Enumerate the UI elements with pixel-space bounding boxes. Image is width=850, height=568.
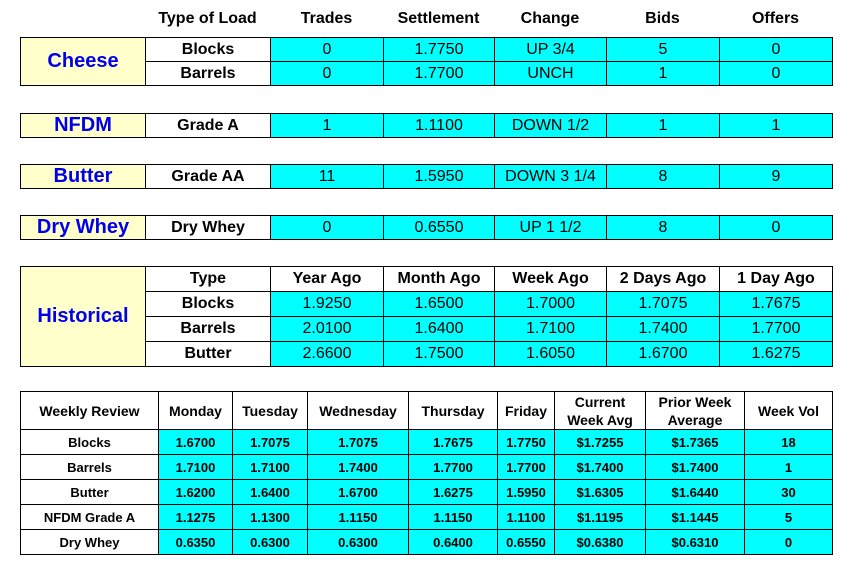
weekly-cell: 1.5950 — [498, 480, 555, 505]
weekly-cell: 1 — [745, 455, 833, 480]
historical-header: Week Ago — [495, 267, 607, 292]
weekly-header: Thursday — [409, 392, 498, 430]
weekly-row-label: Blocks — [21, 430, 159, 455]
weekly-cell: 0.6350 — [159, 530, 233, 555]
weekly-cell: 1.6400 — [233, 480, 308, 505]
dry-whey-settlement: 0.6550 — [384, 216, 495, 240]
weekly-cell: $0.6310 — [646, 530, 745, 555]
weekly-row-label: NFDM Grade A — [21, 505, 159, 530]
dry-whey-change: UP 1 1/2 — [495, 216, 607, 240]
historical-row-label: Blocks — [146, 292, 271, 317]
weekly-header: Tuesday — [233, 392, 308, 430]
historical-cell: 1.7700 — [720, 317, 833, 342]
cheese-settlement: 1.7750 — [384, 38, 495, 62]
header-type-of-load: Type of Load — [158, 10, 257, 27]
weekly-cell: 1.6700 — [159, 430, 233, 455]
historical-cell: 1.7000 — [495, 292, 607, 317]
historical-cell: 1.6700 — [607, 342, 720, 367]
dry-whey-trades: 0 — [271, 216, 384, 240]
cheese-offers: 0 — [720, 62, 833, 86]
weekly-cell: $0.6380 — [555, 530, 646, 555]
weekly-cell: 1.6700 — [308, 480, 409, 505]
historical-cell: 1.6050 — [495, 342, 607, 367]
weekly-cell: 1.1275 — [159, 505, 233, 530]
weekly-cell: $1.6305 — [555, 480, 646, 505]
weekly-header: Current Week Avg — [555, 392, 646, 430]
nfdm-bids: 1 — [607, 114, 720, 138]
weekly-cell: $1.1195 — [555, 505, 646, 530]
historical-cell: 1.6400 — [384, 317, 495, 342]
weekly-row-label: Barrels — [21, 455, 159, 480]
historical-cell: 1.6500 — [384, 292, 495, 317]
historical-row-label: Barrels — [146, 317, 271, 342]
cheese-type: Barrels — [146, 62, 271, 86]
butter-trades: 11 — [271, 165, 384, 189]
nfdm-change: DOWN 1/2 — [495, 114, 607, 138]
historical-cell: 2.0100 — [271, 317, 384, 342]
butter-table — [20, 164, 833, 189]
dry-whey-offers: 0 — [720, 216, 833, 240]
weekly-header: Monday — [159, 392, 233, 430]
weekly-cell: $1.7400 — [646, 455, 745, 480]
historical-header: Year Ago — [271, 267, 384, 292]
weekly-review-table — [20, 391, 833, 555]
nfdm-trades: 1 — [271, 114, 384, 138]
weekly-cell: 1.7400 — [308, 455, 409, 480]
weekly-cell: 1.1150 — [308, 505, 409, 530]
weekly-cell: $1.7365 — [646, 430, 745, 455]
weekly-header: Weekly Review — [21, 392, 159, 430]
cheese-bids: 5 — [607, 38, 720, 62]
weekly-cell: 1.1100 — [498, 505, 555, 530]
weekly-header: Friday — [498, 392, 555, 430]
weekly-cell: $1.7400 — [555, 455, 646, 480]
weekly-cell: 0.6300 — [233, 530, 308, 555]
weekly-cell: 1.7675 — [409, 430, 498, 455]
nfdm-label: NFDM — [21, 114, 146, 138]
weekly-cell: 1.7750 — [498, 430, 555, 455]
dry-whey-bids: 8 — [607, 216, 720, 240]
cheese-settlement: 1.7700 — [384, 62, 495, 86]
header-settlement: Settlement — [397, 10, 480, 27]
header-offers: Offers — [751, 10, 800, 27]
historical-cell: 2.6600 — [271, 342, 384, 367]
header-change: Change — [520, 10, 580, 27]
butter-label: Butter — [21, 165, 146, 189]
weekly-cell: 0.6300 — [308, 530, 409, 555]
weekly-cell: 1.1150 — [409, 505, 498, 530]
historical-label: Historical — [21, 267, 146, 367]
cheese-change: UNCH — [495, 62, 607, 86]
historical-header: 1 Day Ago — [720, 267, 833, 292]
weekly-cell: 5 — [745, 505, 833, 530]
weekly-cell: $1.6440 — [646, 480, 745, 505]
nfdm-offers: 1 — [720, 114, 833, 138]
nfdm-settlement: 1.1100 — [384, 114, 495, 138]
cheese-offers: 0 — [720, 38, 833, 62]
cheese-bids: 1 — [607, 62, 720, 86]
weekly-header: Prior Week Average — [646, 392, 745, 430]
weekly-cell: 18 — [745, 430, 833, 455]
weekly-cell: 1.6275 — [409, 480, 498, 505]
header-trades: Trades — [300, 10, 353, 27]
weekly-cell: 1.7100 — [159, 455, 233, 480]
historical-cell: 1.7500 — [384, 342, 495, 367]
nfdm-type: Grade A — [146, 114, 271, 138]
weekly-cell: $1.7255 — [555, 430, 646, 455]
weekly-cell: 1.7075 — [233, 430, 308, 455]
weekly-cell: $1.1445 — [646, 505, 745, 530]
weekly-cell: 1.7100 — [233, 455, 308, 480]
historical-table — [20, 266, 833, 367]
historical-cell: 1.6275 — [720, 342, 833, 367]
historical-cell: 1.7075 — [607, 292, 720, 317]
weekly-header: Wednesday — [308, 392, 409, 430]
weekly-cell: 1.7075 — [308, 430, 409, 455]
butter-type: Grade AA — [146, 165, 271, 189]
weekly-row-label: Butter — [21, 480, 159, 505]
butter-offers: 9 — [720, 165, 833, 189]
nfdm-table — [20, 113, 833, 138]
weekly-cell: 1.1300 — [233, 505, 308, 530]
cheese-type: Blocks — [146, 38, 271, 62]
dry-whey-table — [20, 215, 833, 240]
butter-bids: 8 — [607, 165, 720, 189]
historical-header: Month Ago — [384, 267, 495, 292]
cheese-table — [20, 37, 833, 86]
cheese-label: Cheese — [21, 38, 146, 86]
weekly-cell: 30 — [745, 480, 833, 505]
cheese-trades: 0 — [271, 62, 384, 86]
historical-row-label: Butter — [146, 342, 271, 367]
butter-change: DOWN 3 1/4 — [495, 165, 607, 189]
cheese-trades: 0 — [271, 38, 384, 62]
weekly-cell: 0.6400 — [409, 530, 498, 555]
dry-whey-label: Dry Whey — [21, 216, 146, 240]
weekly-cell: 0.6550 — [498, 530, 555, 555]
historical-cell: 1.7100 — [495, 317, 607, 342]
weekly-cell: 1.7700 — [409, 455, 498, 480]
historical-header: Type — [146, 267, 271, 292]
historical-header: 2 Days Ago — [607, 267, 720, 292]
historical-cell: 1.9250 — [271, 292, 384, 317]
historical-cell: 1.7400 — [607, 317, 720, 342]
historical-cell: 1.7675 — [720, 292, 833, 317]
header-bids: Bids — [645, 10, 680, 27]
weekly-cell: 1.6200 — [159, 480, 233, 505]
dry-whey-type: Dry Whey — [146, 216, 271, 240]
weekly-cell: 0 — [745, 530, 833, 555]
butter-settlement: 1.5950 — [384, 165, 495, 189]
cheese-change: UP 3/4 — [495, 38, 607, 62]
weekly-row-label: Dry Whey — [21, 530, 159, 555]
weekly-header: Week Vol — [745, 392, 833, 430]
weekly-cell: 1.7700 — [498, 455, 555, 480]
